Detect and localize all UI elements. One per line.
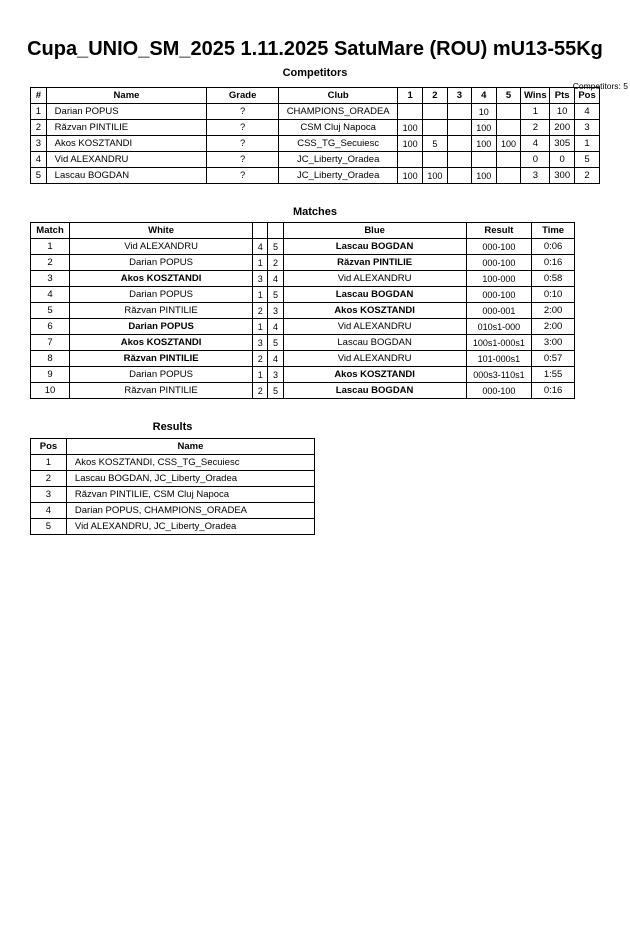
match-number: 4 bbox=[31, 287, 70, 303]
competitor-cell-3 bbox=[447, 168, 471, 184]
match-blue-number: 3 bbox=[268, 367, 283, 383]
match-number: 10 bbox=[31, 383, 70, 399]
competitor-cell-5 bbox=[496, 120, 521, 136]
competitor-wins: 2 bbox=[521, 120, 550, 136]
match-time: 0:16 bbox=[532, 255, 575, 271]
competitor-cell-4: 100 bbox=[471, 136, 496, 152]
match-white-number: 2 bbox=[253, 351, 268, 367]
competitor-pts: 305 bbox=[550, 136, 575, 152]
match-result: 000-100 bbox=[466, 239, 532, 255]
match-white: Răzvan PINTILIE bbox=[70, 351, 253, 367]
competitor-cell-5 bbox=[496, 152, 521, 168]
competitor-name: Darian POPUS bbox=[46, 104, 207, 120]
match-white-number: 3 bbox=[253, 271, 268, 287]
match-white-number: 1 bbox=[253, 255, 268, 271]
header-match: Match bbox=[31, 223, 70, 239]
match-white: Akos KOSZTANDI bbox=[70, 335, 253, 351]
competitor-pts: 200 bbox=[550, 120, 575, 136]
table-row bbox=[31, 136, 600, 152]
competitor-cell-3 bbox=[447, 152, 471, 168]
competitor-pos: 4 bbox=[575, 104, 600, 120]
competitor-pts: 0 bbox=[550, 152, 575, 168]
header-white-number bbox=[253, 223, 268, 239]
match-time: 3:00 bbox=[532, 335, 575, 351]
competitor-cell-5 bbox=[496, 168, 521, 184]
match-blue: Vid ALEXANDRU bbox=[283, 351, 466, 367]
table-row bbox=[31, 487, 315, 503]
header-num: # bbox=[31, 88, 47, 104]
competitor-num: 4 bbox=[31, 152, 47, 168]
page-title: Cupa_UNIO_SM_2025 1.11.2025 SatuMare (ROU) mU13-55Kg bbox=[27, 38, 603, 60]
table-row bbox=[31, 519, 315, 535]
match-time: 2:00 bbox=[532, 303, 575, 319]
match-result: 000s3-110s1 bbox=[466, 367, 532, 383]
table-header-row bbox=[31, 439, 315, 455]
match-time: 0:06 bbox=[532, 239, 575, 255]
match-result: 101-000s1 bbox=[466, 351, 532, 367]
competitor-grade: ? bbox=[207, 136, 279, 152]
result-pos: 4 bbox=[31, 503, 67, 519]
table-row bbox=[31, 367, 575, 383]
competitors-section-header bbox=[0, 67, 630, 91]
match-result: 100-000 bbox=[466, 271, 532, 287]
competitor-cell-4: 10 bbox=[471, 104, 496, 120]
competitor-cell-3 bbox=[447, 104, 471, 120]
table-row bbox=[31, 104, 600, 120]
competitor-cell-3 bbox=[447, 120, 471, 136]
competitor-pos: 3 bbox=[575, 120, 600, 136]
competitor-club: CSS_TG_Secuiesc bbox=[279, 136, 398, 152]
match-blue: Lascau BOGDAN bbox=[283, 383, 466, 399]
result-name: Răzvan PINTILIE, CSM Cluj Napoca bbox=[66, 487, 314, 503]
match-blue: Akos KOSZTANDI bbox=[283, 367, 466, 383]
match-white: Darian POPUS bbox=[70, 255, 253, 271]
header-wins: Wins bbox=[521, 88, 550, 104]
competitor-cell-2 bbox=[423, 104, 448, 120]
match-result: 000-100 bbox=[466, 287, 532, 303]
competitors-count: Competitors: 5 bbox=[572, 81, 628, 91]
competitor-club: CSM Cluj Napoca bbox=[279, 120, 398, 136]
competitor-num: 3 bbox=[31, 136, 47, 152]
competitor-num: 5 bbox=[31, 168, 47, 184]
result-name: Vid ALEXANDRU, JC_Liberty_Oradea bbox=[66, 519, 314, 535]
result-name: Lascau BOGDAN, JC_Liberty_Oradea bbox=[66, 471, 314, 487]
results-table bbox=[30, 438, 315, 535]
match-blue-number: 5 bbox=[268, 335, 283, 351]
header-col-3: 3 bbox=[447, 88, 471, 104]
competitor-pos: 5 bbox=[575, 152, 600, 168]
competitor-wins: 4 bbox=[521, 136, 550, 152]
match-white-number: 4 bbox=[253, 239, 268, 255]
competitor-cell-1 bbox=[398, 104, 423, 120]
competitor-cell-4: 100 bbox=[471, 168, 496, 184]
header-club: Club bbox=[279, 88, 398, 104]
header-name: Name bbox=[66, 439, 314, 455]
match-time: 2:00 bbox=[532, 319, 575, 335]
result-name: Akos KOSZTANDI, CSS_TG_Secuiesc bbox=[66, 455, 314, 471]
competitor-cell-1: 100 bbox=[398, 168, 423, 184]
match-result: 010s1-000 bbox=[466, 319, 532, 335]
competitor-name: Lascau BOGDAN bbox=[46, 168, 207, 184]
competitor-cell-4 bbox=[471, 152, 496, 168]
match-white: Răzvan PINTILIE bbox=[70, 383, 253, 399]
header-blue-number bbox=[268, 223, 283, 239]
results-section bbox=[0, 421, 630, 535]
match-number: 8 bbox=[31, 351, 70, 367]
header-pos: Pos bbox=[575, 88, 600, 104]
match-blue-number: 4 bbox=[268, 351, 283, 367]
match-blue: Lascau BOGDAN bbox=[283, 287, 466, 303]
competitor-grade: ? bbox=[207, 120, 279, 136]
header-result: Result bbox=[466, 223, 532, 239]
match-white-number: 3 bbox=[253, 335, 268, 351]
competitor-wins: 0 bbox=[521, 152, 550, 168]
match-result: 000-100 bbox=[466, 255, 532, 271]
table-row bbox=[31, 287, 575, 303]
match-blue-number: 4 bbox=[268, 271, 283, 287]
competitors-label: Competitors bbox=[282, 67, 348, 79]
match-blue: Vid ALEXANDRU bbox=[283, 319, 466, 335]
matches-table bbox=[30, 222, 575, 399]
match-number: 9 bbox=[31, 367, 70, 383]
match-blue-number: 5 bbox=[268, 287, 283, 303]
tournament-page bbox=[0, 38, 630, 929]
competitor-grade: ? bbox=[207, 104, 279, 120]
table-row bbox=[31, 303, 575, 319]
match-time: 0:16 bbox=[532, 383, 575, 399]
match-white: Vid ALEXANDRU bbox=[70, 239, 253, 255]
match-time: 0:57 bbox=[532, 351, 575, 367]
match-blue-number: 2 bbox=[268, 255, 283, 271]
competitor-cell-2: 5 bbox=[423, 136, 448, 152]
competitor-pos: 1 bbox=[575, 136, 600, 152]
competitor-cell-1: 100 bbox=[398, 120, 423, 136]
table-row bbox=[31, 120, 600, 136]
match-white-number: 2 bbox=[253, 303, 268, 319]
table-row bbox=[31, 271, 575, 287]
competitor-name: Akos KOSZTANDI bbox=[46, 136, 207, 152]
table-header-row bbox=[31, 223, 575, 239]
match-white-number: 1 bbox=[253, 319, 268, 335]
competitor-num: 1 bbox=[31, 104, 47, 120]
result-pos: 3 bbox=[31, 487, 67, 503]
match-white-number: 1 bbox=[253, 367, 268, 383]
match-blue: Lascau BOGDAN bbox=[283, 335, 466, 351]
competitor-wins: 3 bbox=[521, 168, 550, 184]
competitor-name: Răzvan PINTILIE bbox=[46, 120, 207, 136]
competitor-wins: 1 bbox=[521, 104, 550, 120]
match-blue-number: 4 bbox=[268, 319, 283, 335]
competitor-grade: ? bbox=[207, 152, 279, 168]
match-time: 1:55 bbox=[532, 367, 575, 383]
table-row bbox=[31, 168, 600, 184]
competitor-cell-5: 100 bbox=[496, 136, 521, 152]
competitor-pts: 300 bbox=[550, 168, 575, 184]
match-white-number: 1 bbox=[253, 287, 268, 303]
header-col-2: 2 bbox=[423, 88, 448, 104]
header-pos: Pos bbox=[31, 439, 67, 455]
table-row bbox=[31, 455, 315, 471]
match-number: 6 bbox=[31, 319, 70, 335]
table-row bbox=[31, 351, 575, 367]
result-name: Darian POPUS, CHAMPIONS_ORADEA bbox=[66, 503, 314, 519]
competitor-pts: 10 bbox=[550, 104, 575, 120]
header-col-5: 5 bbox=[496, 88, 521, 104]
matches-label: Matches bbox=[292, 206, 338, 218]
competitor-cell-1 bbox=[398, 152, 423, 168]
header-blue: Blue bbox=[283, 223, 466, 239]
competitor-num: 2 bbox=[31, 120, 47, 136]
match-white: Akos KOSZTANDI bbox=[70, 271, 253, 287]
competitors-table bbox=[30, 87, 600, 184]
match-number: 7 bbox=[31, 335, 70, 351]
competitor-club: JC_Liberty_Oradea bbox=[279, 152, 398, 168]
competitor-club: CHAMPIONS_ORADEA bbox=[279, 104, 398, 120]
match-white: Darian POPUS bbox=[70, 287, 253, 303]
competitor-cell-5 bbox=[496, 104, 521, 120]
match-number: 2 bbox=[31, 255, 70, 271]
table-row bbox=[31, 335, 575, 351]
match-blue: Răzvan PINTILIE bbox=[283, 255, 466, 271]
match-time: 0:58 bbox=[532, 271, 575, 287]
competitor-cell-4: 100 bbox=[471, 120, 496, 136]
header-pts: Pts bbox=[550, 88, 575, 104]
match-blue: Akos KOSZTANDI bbox=[283, 303, 466, 319]
matches-section bbox=[0, 206, 630, 399]
table-row bbox=[31, 255, 575, 271]
match-result: 100s1-000s1 bbox=[466, 335, 532, 351]
match-white: Darian POPUS bbox=[70, 319, 253, 335]
competitor-cell-2 bbox=[423, 120, 448, 136]
results-label: Results bbox=[152, 421, 193, 433]
table-row bbox=[31, 239, 575, 255]
match-white: Darian POPUS bbox=[70, 367, 253, 383]
match-number: 5 bbox=[31, 303, 70, 319]
match-time: 0:10 bbox=[532, 287, 575, 303]
competitor-cell-3 bbox=[447, 136, 471, 152]
match-blue-number: 3 bbox=[268, 303, 283, 319]
header-grade: Grade bbox=[207, 88, 279, 104]
competitor-pos: 2 bbox=[575, 168, 600, 184]
match-result: 000-001 bbox=[466, 303, 532, 319]
header-time: Time bbox=[532, 223, 575, 239]
result-pos: 5 bbox=[31, 519, 67, 535]
match-result: 000-100 bbox=[466, 383, 532, 399]
match-number: 1 bbox=[31, 239, 70, 255]
header-name: Name bbox=[46, 88, 207, 104]
competitor-cell-2 bbox=[423, 152, 448, 168]
match-blue-number: 5 bbox=[268, 383, 283, 399]
table-row bbox=[31, 471, 315, 487]
match-blue: Lascau BOGDAN bbox=[283, 239, 466, 255]
match-white-number: 2 bbox=[253, 383, 268, 399]
table-row bbox=[31, 503, 315, 519]
table-row bbox=[31, 152, 600, 168]
header-white: White bbox=[70, 223, 253, 239]
result-pos: 1 bbox=[31, 455, 67, 471]
table-row bbox=[31, 319, 575, 335]
match-blue: Vid ALEXANDRU bbox=[283, 271, 466, 287]
competitor-name: Vid ALEXANDRU bbox=[46, 152, 207, 168]
header-col-1: 1 bbox=[398, 88, 423, 104]
competitor-cell-2: 100 bbox=[423, 168, 448, 184]
table-row bbox=[31, 383, 575, 399]
header-col-4: 4 bbox=[471, 88, 496, 104]
table-header-row bbox=[31, 88, 600, 104]
match-number: 3 bbox=[31, 271, 70, 287]
competitor-club: JC_Liberty_Oradea bbox=[279, 168, 398, 184]
competitor-grade: ? bbox=[207, 168, 279, 184]
match-blue-number: 5 bbox=[268, 239, 283, 255]
competitor-cell-1: 100 bbox=[398, 136, 423, 152]
result-pos: 2 bbox=[31, 471, 67, 487]
match-white: Răzvan PINTILIE bbox=[70, 303, 253, 319]
